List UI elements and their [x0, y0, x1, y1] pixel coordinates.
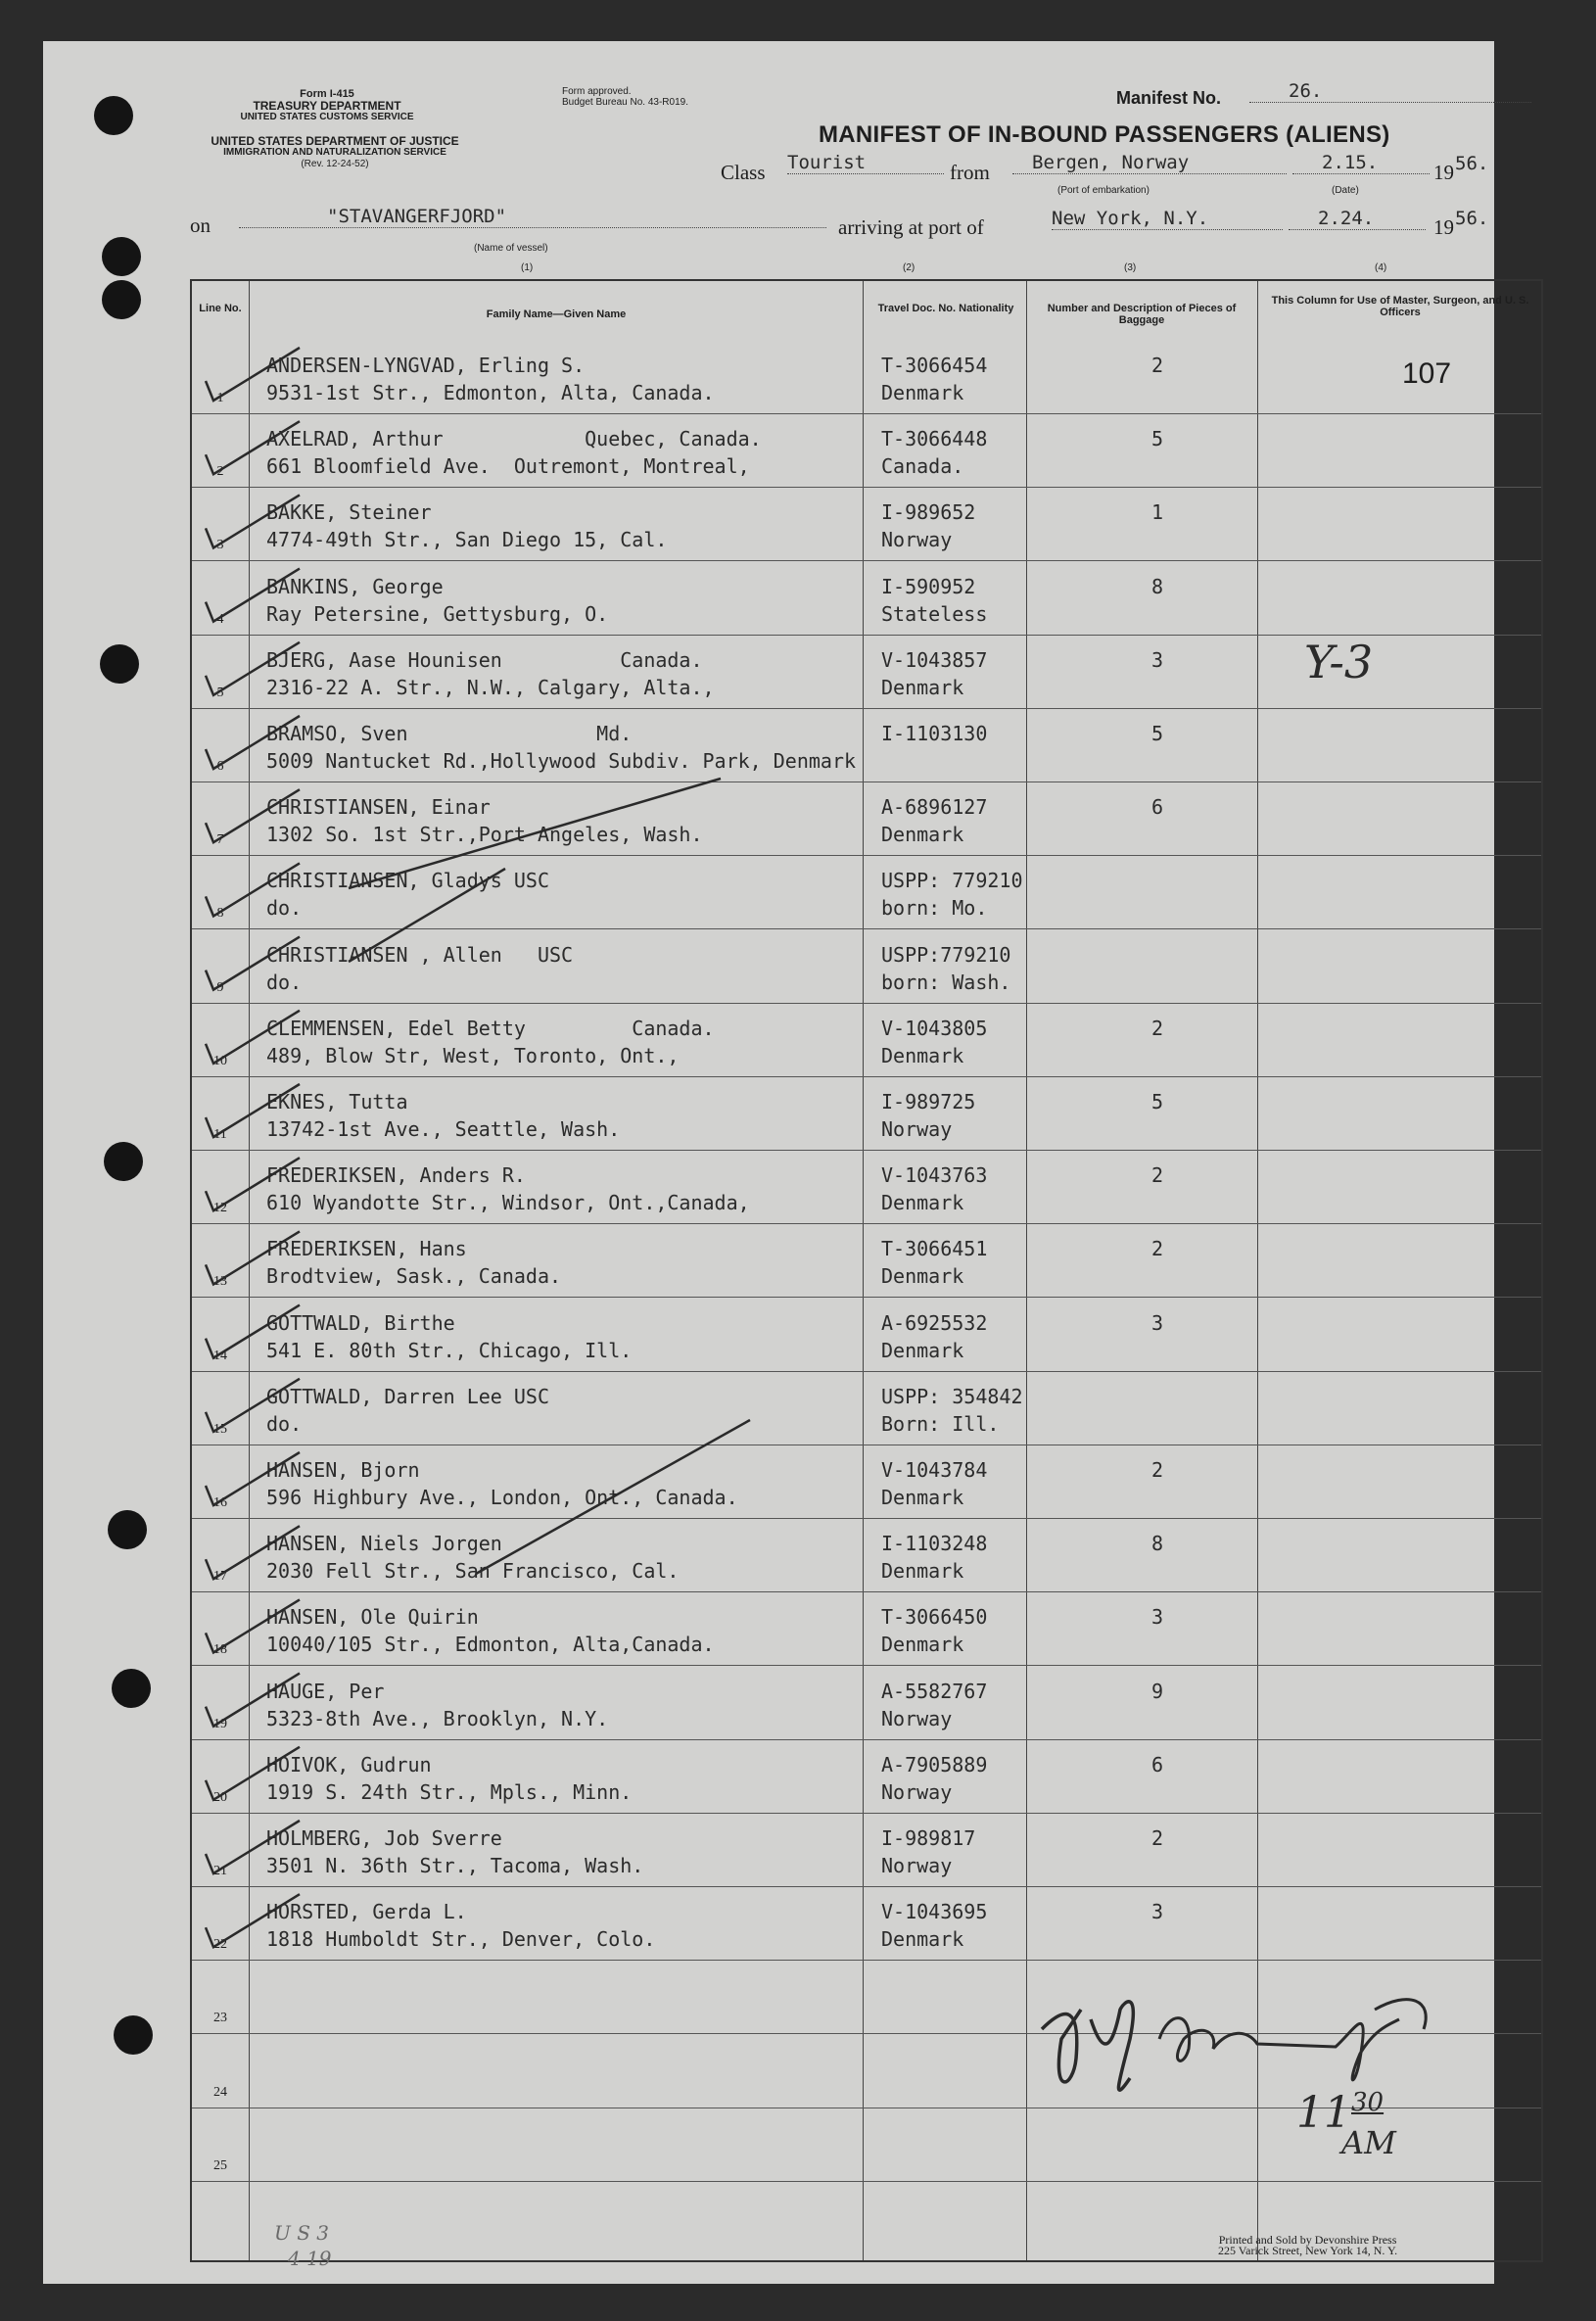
header-baggage: Number and Description of Pieces of Baggage: [1047, 303, 1237, 326]
nationality: born: Wash.: [881, 970, 1011, 994]
time-ampm: AM: [1341, 2124, 1396, 2161]
baggage-count: 8: [1150, 574, 1164, 598]
passenger-address: 2030 Fell Str., San Francisco, Cal.: [266, 1559, 680, 1584]
passenger-address: 4774-49th Str., San Diego 15, Cal.: [266, 528, 668, 552]
department: TREASURY DEPARTMENT: [253, 99, 401, 113]
passenger-name: HANSEN, Bjorn: [266, 1458, 420, 1482]
baggage-count: 2: [1150, 1826, 1164, 1850]
col1-number: (1): [521, 262, 534, 273]
nationality: Norway: [881, 1854, 953, 1877]
passenger-address: 1818 Humboldt Str., Denver, Colo.: [266, 1927, 656, 1952]
check-mark: [206, 937, 300, 990]
header-travel-doc: Travel Doc. No. Nationality: [877, 303, 1014, 314]
passenger-name: FREDERIKSEN, Anders R.: [266, 1163, 526, 1188]
passenger-address: 3501 N. 36th Str., Tacoma, Wash.: [266, 1854, 644, 1877]
line-number: 21: [213, 1864, 227, 1878]
passenger-address: 5323-8th Ave., Brooklyn, N.Y.: [266, 1706, 609, 1730]
baggage-count: 3: [1150, 647, 1164, 672]
pen-stroke: [349, 779, 721, 888]
manifest-number-value: 26.: [1249, 80, 1531, 103]
binder-hole: [94, 96, 133, 135]
year-prefix: 19: [1433, 161, 1454, 184]
baggage-count: 3: [1150, 1310, 1164, 1335]
binder-hole: [112, 1669, 151, 1708]
budget-bureau: Budget Bureau No. 43-R019.: [562, 97, 688, 108]
nationality: Born: Ill.: [881, 1411, 1000, 1436]
passenger-address: do.: [266, 1411, 303, 1436]
nationality: Denmark: [881, 823, 964, 847]
vessel-caption: (Name of vessel): [474, 243, 548, 254]
baggage-count: 6: [1150, 1752, 1164, 1776]
binder-hole: [108, 1510, 147, 1549]
row-divider: [192, 2181, 1541, 2182]
binder-hole: [114, 2015, 153, 2055]
check-mark: [206, 1821, 300, 1873]
nationality: born: Mo.: [881, 896, 988, 921]
line-number: 12: [213, 1201, 227, 1216]
check-mark: [206, 569, 300, 622]
binder-hole: [104, 1142, 143, 1181]
justice-dept: UNITED STATES DEPARTMENT OF JUSTICE: [211, 134, 459, 148]
travel-doc-number: V-1043805: [881, 1016, 988, 1040]
baggage-count: 8: [1150, 1532, 1164, 1556]
travel-doc-number: USPP:779210: [881, 942, 1011, 967]
travel-doc-number: T-3066450: [881, 1605, 988, 1630]
passenger-name: GOTTWALD, Birthe: [266, 1310, 455, 1335]
check-mark: [206, 1305, 300, 1358]
printer-line-1: Printed and Sold by Devonshire Press: [1218, 2233, 1397, 2247]
line-number: 8: [216, 906, 224, 922]
vessel-name: "STAVANGERFJORD": [239, 206, 826, 228]
pen-stroke: [349, 869, 505, 962]
passenger-address: 541 E. 80th Str., Chicago, Ill.: [266, 1338, 633, 1362]
passenger-name: GOTTWALD, Darren Lee USC: [266, 1384, 549, 1408]
check-mark: [206, 348, 300, 401]
nationality: Denmark: [881, 1043, 964, 1067]
nationality: Denmark: [881, 1338, 964, 1362]
passenger-name: CHRISTIANSEN , Allen USC: [266, 942, 574, 967]
from-value: Bergen, Norway: [1012, 152, 1287, 174]
passenger-name: CHRISTIANSEN, Einar: [266, 795, 491, 820]
nationality: Denmark: [881, 1486, 964, 1509]
time-hour: 11: [1296, 2088, 1351, 2138]
baggage-count: 2: [1150, 1163, 1164, 1188]
line-number: 16: [213, 1495, 227, 1510]
nationality: Canada.: [881, 454, 964, 479]
baggage-count: 5: [1150, 722, 1164, 745]
nationality: Stateless: [881, 601, 988, 626]
line-number: 19: [213, 1716, 227, 1731]
departure-date: 2.15.: [1292, 152, 1430, 174]
line-number: 9: [216, 979, 224, 995]
printer-line-2: 225 Varick Street, New York 14, N. Y.: [1218, 2244, 1398, 2257]
line-number: 22: [213, 1937, 227, 1953]
baggage-count: 2: [1150, 1016, 1164, 1040]
travel-doc-number: I-1103248: [881, 1532, 988, 1556]
arrival-year-prefix: 19: [1433, 215, 1454, 239]
col4-number: (4): [1375, 262, 1387, 273]
port-caption: (Port of embarkation): [1057, 185, 1150, 196]
check-mark: [206, 863, 300, 916]
on-label: on: [190, 213, 211, 237]
justice-block: [188, 135, 482, 170]
check-mark: [206, 1379, 300, 1432]
passenger-address: 13742-1st Ave., Seattle, Wash.: [266, 1117, 621, 1141]
check-mark: [206, 789, 300, 842]
check-mark: [206, 1158, 300, 1210]
baggage-count: 2: [1150, 1237, 1164, 1261]
nationality: Denmark: [881, 675, 964, 699]
arrival-year: 56.: [1455, 208, 1489, 229]
travel-doc-number: I-590952: [881, 574, 976, 598]
check-mark: [206, 1231, 300, 1284]
travel-doc-number: V-1043857: [881, 647, 988, 672]
nationality: Norway: [881, 1117, 953, 1141]
travel-doc-number: V-1043763: [881, 1163, 988, 1188]
baggage-count: 6: [1150, 795, 1164, 820]
line-number: 7: [216, 832, 224, 848]
line-number: 4: [216, 611, 224, 627]
check-mark: [206, 716, 300, 769]
col3-number: (3): [1124, 262, 1137, 273]
service: UNITED STATES CUSTOMS SERVICE: [240, 112, 414, 122]
check-mark: [206, 1599, 300, 1652]
pen-stroke: [476, 1420, 750, 1574]
approval-block: [562, 86, 688, 108]
nationality: Denmark: [881, 1633, 964, 1657]
line-number: 11: [213, 1127, 227, 1142]
binder-hole: [102, 280, 141, 319]
travel-doc-number: A-6896127: [881, 795, 988, 820]
arriving-label: arriving at port of: [838, 215, 984, 239]
passenger-address: Brodtview, Sask., Canada.: [266, 1264, 562, 1289]
line-number: 3: [216, 538, 224, 553]
line-number: 15: [213, 1421, 227, 1437]
line-number: 24: [213, 2084, 227, 2100]
passenger-name: ANDERSEN-LYNGVAD, Erling S.: [266, 354, 586, 377]
travel-doc-number: USPP: 354842: [881, 1384, 1023, 1408]
manifest-number-label: Manifest No.: [1116, 88, 1222, 108]
nationality: Denmark: [881, 1927, 964, 1952]
line-number: 2: [216, 464, 224, 480]
check-mark: [206, 1674, 300, 1727]
passenger-name: HORSTED, Gerda L.: [266, 1900, 467, 1924]
passenger-name: AXELRAD, Arthur Quebec, Canada.: [266, 427, 762, 451]
passenger-address: 661 Bloomfield Ave. Outremont, Montreal,: [266, 454, 750, 479]
arrival-port: New York, N.Y.: [1052, 208, 1283, 230]
ins-name: IMMIGRATION AND NATURALIZATION SERVICE: [223, 147, 446, 158]
passenger-address: 596 Highbury Ave., London, Ont., Canada.: [266, 1486, 738, 1509]
arrival-time: [1296, 2088, 1396, 2161]
line-number: 23: [213, 2011, 227, 2026]
check-mark: [206, 1084, 300, 1137]
travel-doc-number: V-1043695: [881, 1900, 988, 1924]
line-number: 5: [216, 685, 224, 700]
travel-doc-number: I-1103130: [881, 722, 988, 745]
year-value: 56.: [1455, 153, 1489, 174]
nationality: Norway: [881, 1779, 953, 1804]
count-annotation: 107: [1402, 357, 1452, 390]
form-id-block: [210, 88, 445, 123]
travel-doc-number: A-6925532: [881, 1310, 988, 1335]
nationality: Denmark: [881, 1191, 964, 1215]
binder-hole: [102, 237, 141, 276]
baggage-count: 2: [1150, 1458, 1164, 1482]
revision: (Rev. 12-24-52): [301, 159, 369, 169]
date-caption: (Date): [1332, 185, 1359, 196]
line-number: 10: [213, 1053, 227, 1068]
travel-doc-number: T-3066448: [881, 427, 988, 451]
passenger-address: 2316-22 A. Str., N.W., Calgary, Alta.,: [266, 675, 715, 699]
check-mark: [206, 1747, 300, 1800]
check-mark: [206, 421, 300, 474]
passenger-address: 9531-1st Str., Edmonton, Alta, Canada.: [266, 381, 715, 404]
passenger-name: HANSEN, Ole Quirin: [266, 1605, 479, 1630]
form-approved: Form approved.: [562, 86, 632, 97]
nationality: Denmark: [881, 1559, 964, 1584]
bottom-note-1: U S 3: [274, 2221, 329, 2245]
baggage-count: 2: [1150, 354, 1164, 377]
baggage-count: 3: [1150, 1900, 1164, 1924]
passenger-name: BRAMSO, Sven Md.: [266, 722, 633, 745]
travel-doc-number: T-3066454: [881, 354, 988, 377]
line-number: 20: [213, 1789, 227, 1805]
passenger-address: 10040/105 Str., Edmonton, Alta,Canada.: [266, 1633, 715, 1657]
nationality: Denmark: [881, 1264, 964, 1289]
check-mark: [206, 1526, 300, 1579]
passenger-name: FREDERIKSEN, Hans: [266, 1237, 467, 1261]
class-label: Class: [721, 161, 766, 184]
arrival-date: 2.24.: [1289, 208, 1426, 230]
manifest-page: [43, 41, 1529, 2284]
travel-doc-number: V-1043784: [881, 1458, 988, 1482]
line-number: 13: [213, 1274, 227, 1290]
nationality: Norway: [881, 528, 953, 552]
check-mark: [206, 1894, 300, 1947]
passenger-address: Ray Petersine, Gettysburg, O.: [266, 601, 609, 626]
passenger-table: [190, 279, 1543, 2262]
passenger-name: CHRISTIANSEN, Gladys USC: [266, 869, 549, 893]
travel-doc-number: I-989652: [881, 500, 976, 525]
passenger-address: 1302 So. 1st Str.,Port Angeles, Wash.: [266, 823, 703, 847]
header-officers: This Column for Use of Master, Surgeon, and U. S. Officers: [1271, 295, 1529, 318]
passenger-address: 610 Wyandotte Str., Windsor, Ont.,Canada,: [266, 1191, 750, 1215]
passenger-name: HANSEN, Niels Jorgen: [266, 1532, 502, 1556]
line-number: 25: [213, 2157, 227, 2173]
bottom-note-2: 4 19: [288, 2247, 332, 2270]
form-number: Form I-415: [300, 88, 354, 100]
line-number: 17: [213, 1569, 227, 1585]
passenger-address: do.: [266, 970, 303, 994]
col2-number: (2): [903, 262, 915, 273]
passenger-name: CLEMMENSEN, Edel Betty Canada.: [266, 1016, 715, 1040]
line-number: 6: [216, 759, 224, 774]
baggage-count: 3: [1150, 1605, 1164, 1630]
baggage-count: 1: [1150, 500, 1164, 525]
inspector-signature: [1022, 1970, 1473, 2147]
line-number: 18: [213, 1642, 227, 1658]
passenger-name: BJERG, Aase Hounisen Canada.: [266, 647, 703, 672]
travel-doc-number: USPP: 779210: [881, 869, 1023, 893]
passenger-name: BANKINS, George: [266, 574, 444, 598]
passenger-address: 1919 S. 24th Str., Mpls., Minn.: [266, 1779, 633, 1804]
time-minutes: 30: [1351, 2088, 1385, 2117]
passenger-address: 5009 Nantucket Rd.,Hollywood Subdiv. Park, Denmark: [266, 749, 857, 773]
travel-doc-number: I-989725: [881, 1090, 976, 1113]
baggage-count: 5: [1150, 1090, 1164, 1113]
passenger-name: HAUGE, Per: [266, 1679, 385, 1703]
nationality: Denmark: [881, 381, 964, 404]
class-value: Tourist: [787, 152, 944, 174]
line-number: 1: [216, 391, 224, 405]
check-mark: [206, 1011, 300, 1064]
header-name: Family Name—Given Name: [486, 308, 627, 320]
baggage-count: 5: [1150, 427, 1164, 451]
check-mark: [206, 495, 300, 547]
manifest-title: MANIFEST OF IN-BOUND PASSENGERS (ALIENS): [819, 121, 1390, 148]
check-marks: [192, 281, 877, 1995]
travel-doc-number: I-989817: [881, 1826, 976, 1850]
passenger-name: HOLMBERG, Job Sverre: [266, 1826, 502, 1850]
travel-doc-number: T-3066451: [881, 1237, 988, 1261]
binder-hole: [100, 644, 139, 684]
handwritten-mark: Y-3: [1304, 636, 1374, 688]
check-mark: [206, 1452, 300, 1505]
travel-doc-number: A-7905889: [881, 1752, 988, 1776]
passenger-address: 489, Blow Str, West, Toronto, Ont.,: [266, 1043, 680, 1067]
check-mark: [206, 642, 300, 695]
passenger-name: BAKKE, Steiner: [266, 500, 432, 525]
line-number: 14: [213, 1348, 227, 1363]
nationality: Norway: [881, 1706, 953, 1730]
travel-doc-number: A-5582767: [881, 1679, 988, 1703]
passenger-name: EKNES, Tutta: [266, 1090, 408, 1113]
from-label: from: [950, 161, 990, 184]
header-line-no: Line No.: [199, 303, 242, 314]
baggage-count: 9: [1150, 1679, 1164, 1703]
printer-footer: [1218, 2235, 1397, 2256]
passenger-name: HOIVOK, Gudrun: [266, 1752, 432, 1776]
passenger-address: do.: [266, 896, 303, 921]
